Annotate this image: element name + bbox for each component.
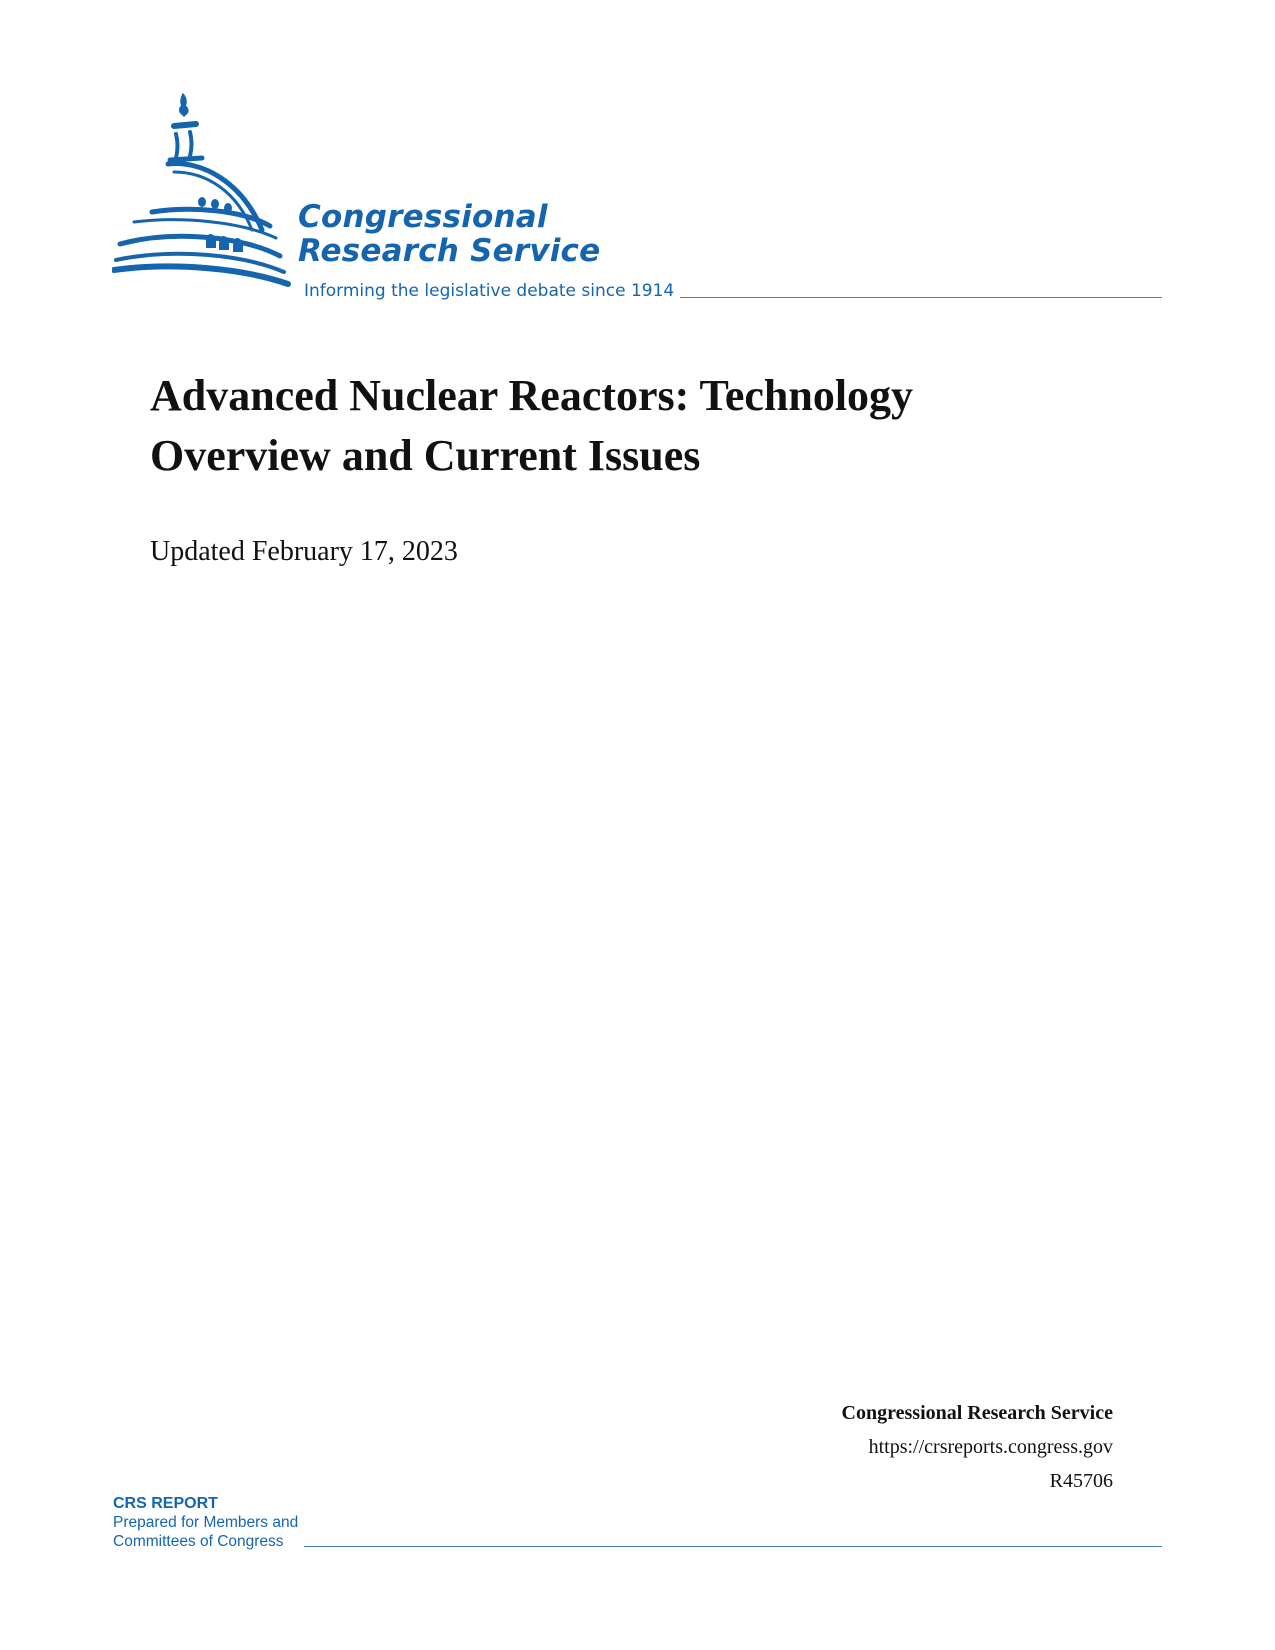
report-title-line2: Overview and Current Issues [150, 431, 701, 480]
footer-label: CRS REPORT [113, 1495, 218, 1512]
footer-text [113, 1494, 298, 1551]
footer-divider [304, 1546, 1162, 1547]
report-date: Updated February 17, 2023 [150, 536, 458, 567]
publisher-info [842, 1396, 1113, 1498]
publisher-url[interactable]: https://crsreports.congress.gov [868, 1436, 1113, 1458]
report-title [150, 366, 1050, 486]
crs-logo [112, 90, 1162, 305]
org-name [298, 200, 600, 268]
org-name-line1: Congressional [298, 199, 548, 235]
publisher-name: Congressional Research Service [841, 1402, 1113, 1424]
report-title-line1: Advanced Nuclear Reactors: Technology [150, 371, 914, 420]
footer [113, 1491, 1162, 1551]
tagline: Informing the legislative debate since 1914 [304, 281, 675, 301]
footer-line2: Committees of Congress [113, 1533, 284, 1550]
capitol-dome-icon [112, 90, 302, 300]
report-number: R45706 [1049, 1470, 1113, 1492]
tagline-row [304, 275, 1162, 301]
org-name-line2: Research Service [298, 233, 601, 269]
header-divider [680, 297, 1162, 298]
footer-line1: Prepared for Members and [113, 1514, 299, 1531]
